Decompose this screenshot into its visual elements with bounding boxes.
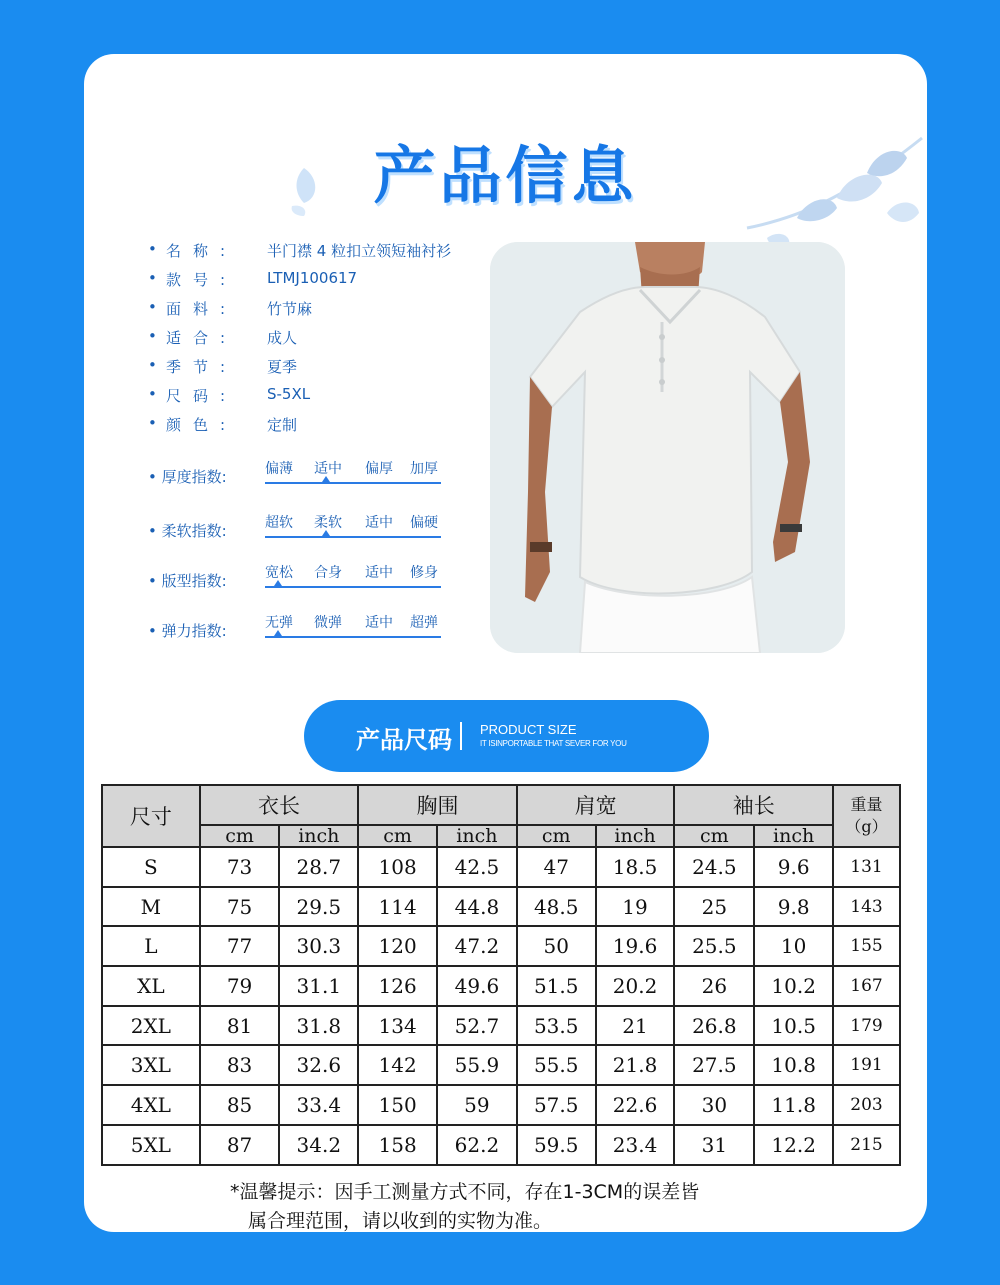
index-track	[265, 636, 441, 638]
index-label: 弹力指数:	[161, 622, 227, 640]
measure-cell: 30	[674, 1085, 754, 1125]
elasticity-index	[148, 612, 448, 652]
measure-cell: 10	[754, 926, 833, 966]
size-table	[101, 784, 901, 1166]
measure-cell: 150	[358, 1085, 437, 1125]
weight-cell: 203	[833, 1085, 900, 1125]
spec-value: 成人	[267, 329, 298, 347]
shoulder-header: 肩宽	[517, 785, 675, 825]
spec-label: 名称:	[166, 242, 238, 260]
measure-cell: 28.7	[279, 847, 358, 887]
measure-cell: 9.6	[754, 847, 833, 887]
weight-cell: 155	[833, 926, 900, 966]
measure-cell: 32.6	[279, 1045, 358, 1085]
measure-cell: 10.5	[754, 1006, 833, 1046]
table-row	[102, 1006, 900, 1046]
spec-value: LTMJ100617	[267, 269, 358, 287]
index-marker-icon	[274, 630, 282, 636]
size-section-title: 产品尺码	[356, 726, 452, 754]
measure-cell: 57.5	[517, 1085, 596, 1125]
weight-cell: 179	[833, 1006, 900, 1046]
measure-cell: 120	[358, 926, 437, 966]
index-track	[265, 482, 441, 484]
measure-cell: 50	[517, 926, 596, 966]
spec-value: 竹节麻	[267, 300, 313, 318]
measure-cell: 83	[200, 1045, 280, 1085]
spec-value: S-5XL	[267, 385, 311, 403]
measure-cell: 55.5	[517, 1045, 596, 1085]
measure-cell: 59	[437, 1085, 517, 1125]
spec-label: 颜色:	[166, 416, 238, 434]
spec-row-name: • 名称: 半门襟 4 粒扣立领短袖衬衫	[148, 240, 452, 260]
unit-inch: inch	[754, 825, 833, 847]
measure-cell: 10.8	[754, 1045, 833, 1085]
size-cell: M	[102, 887, 200, 927]
weight-header	[833, 785, 900, 847]
table-row	[102, 966, 900, 1006]
index-option: 偏硬	[410, 515, 438, 531]
size-cell: S	[102, 847, 200, 887]
spec-row-fit-for: • 适合: 成人	[148, 327, 298, 347]
note-line-1: *温馨提示：因手工测量方式不同，存在1-3CM的误差皆	[230, 1181, 700, 1203]
unit-cm: cm	[358, 825, 437, 847]
weight-label: 重量	[850, 795, 883, 814]
index-option: 超弹	[410, 615, 438, 631]
index-option: 适中	[365, 565, 393, 581]
weight-cell: 143	[833, 887, 900, 927]
spec-row-color: • 颜色: 定制	[148, 414, 298, 434]
measure-cell: 53.5	[517, 1006, 596, 1046]
index-option: 适中	[314, 461, 342, 477]
spec-value: 定制	[267, 416, 298, 434]
measure-cell: 27.5	[674, 1045, 754, 1085]
measure-cell: 47	[517, 847, 596, 887]
weight-cell: 167	[833, 966, 900, 1006]
measure-cell: 19	[596, 887, 675, 927]
table-row	[102, 926, 900, 966]
measure-cell: 85	[200, 1085, 280, 1125]
measure-cell: 12.2	[754, 1125, 833, 1165]
index-marker-icon	[274, 580, 282, 586]
index-option: 超软	[265, 515, 293, 531]
page-title: 产品信息	[373, 139, 638, 212]
measure-cell: 51.5	[517, 966, 596, 1006]
measure-cell: 25.5	[674, 926, 754, 966]
measure-cell: 11.8	[754, 1085, 833, 1125]
measure-cell: 31.1	[279, 966, 358, 1006]
measure-cell: 10.2	[754, 966, 833, 1006]
measure-cell: 52.7	[437, 1006, 517, 1046]
measure-cell: 108	[358, 847, 437, 887]
spec-list	[148, 240, 508, 443]
size-cell: 2XL	[102, 1006, 200, 1046]
sleeve-header: 袖长	[674, 785, 833, 825]
spec-label: 季节:	[166, 358, 238, 376]
unit-cm: cm	[200, 825, 280, 847]
table-row	[102, 847, 900, 887]
index-option: 偏厚	[365, 461, 393, 477]
index-name: • 弹力指数:	[148, 622, 227, 640]
size-table-body	[102, 847, 900, 1165]
measurement-note	[230, 1178, 699, 1232]
unit-cm: cm	[674, 825, 754, 847]
size-section-en-subtitle: IT ISINPORTABLE THAT SEVER FOR YOU	[480, 739, 627, 748]
measure-cell: 26.8	[674, 1006, 754, 1046]
unit-cm: cm	[517, 825, 596, 847]
index-label: 版型指数:	[161, 572, 227, 590]
index-option: 适中	[365, 615, 393, 631]
index-label: 柔软指数:	[161, 522, 227, 540]
measure-cell: 87	[200, 1125, 280, 1165]
size-section-banner	[304, 700, 709, 772]
measure-cell: 79	[200, 966, 280, 1006]
measure-cell: 73	[200, 847, 280, 887]
weight-unit: （g）	[845, 817, 888, 836]
index-track	[265, 536, 441, 538]
weight-cell: 131	[833, 847, 900, 887]
measure-cell: 23.4	[596, 1125, 675, 1165]
unit-inch: inch	[279, 825, 358, 847]
measure-cell: 126	[358, 966, 437, 1006]
spec-value: 半门襟 4 粒扣立领短袖衬衫	[267, 242, 452, 260]
measure-cell: 31.8	[279, 1006, 358, 1046]
measure-cell: 134	[358, 1006, 437, 1046]
softness-index	[148, 512, 448, 552]
measure-cell: 26	[674, 966, 754, 1006]
index-option: 宽松	[265, 565, 293, 581]
measure-cell: 75	[200, 887, 280, 927]
measure-cell: 22.6	[596, 1085, 675, 1125]
unit-inch: inch	[437, 825, 517, 847]
weight-cell: 215	[833, 1125, 900, 1165]
note-line-2: 属合理范围，请以收到的实物为准。	[248, 1210, 553, 1232]
index-option: 加厚	[410, 461, 438, 477]
spec-label: 面料:	[166, 300, 238, 318]
spec-label: 款号:	[166, 271, 238, 289]
size-cell: L	[102, 926, 200, 966]
index-name: • 柔软指数:	[148, 522, 227, 540]
size-cell: XL	[102, 966, 200, 1006]
index-marker-icon	[322, 530, 330, 536]
measure-cell: 62.2	[437, 1125, 517, 1165]
measure-cell: 34.2	[279, 1125, 358, 1165]
length-header: 衣长	[200, 785, 359, 825]
spec-row-size: • 尺码: S-5XL	[148, 385, 311, 405]
measure-cell: 30.3	[279, 926, 358, 966]
product-photo	[490, 242, 845, 653]
measure-cell: 25	[674, 887, 754, 927]
measure-cell: 44.8	[437, 887, 517, 927]
spec-row-fabric: • 面料: 竹节麻	[148, 298, 313, 318]
measure-cell: 77	[200, 926, 280, 966]
table-row	[102, 887, 900, 927]
measure-cell: 49.6	[437, 966, 517, 1006]
unit-inch: inch	[596, 825, 675, 847]
spec-row-style-no: • 款号: LTMJ100617	[148, 269, 358, 289]
chest-header: 胸围	[358, 785, 517, 825]
index-marker-icon	[322, 476, 330, 482]
index-option: 适中	[365, 515, 393, 531]
measure-cell: 18.5	[596, 847, 675, 887]
measure-cell: 29.5	[279, 887, 358, 927]
measure-cell: 48.5	[517, 887, 596, 927]
size-cell: 4XL	[102, 1085, 200, 1125]
product-info-card	[84, 54, 927, 1232]
thickness-index	[148, 458, 448, 498]
measure-cell: 19.6	[596, 926, 675, 966]
size-cell: 5XL	[102, 1125, 200, 1165]
measure-cell: 20.2	[596, 966, 675, 1006]
measure-cell: 55.9	[437, 1045, 517, 1085]
size-cell: 3XL	[102, 1045, 200, 1085]
measure-cell: 9.8	[754, 887, 833, 927]
measure-cell: 42.5	[437, 847, 517, 887]
index-option: 柔软	[314, 515, 342, 531]
index-option: 合身	[314, 565, 342, 581]
spec-row-season: • 季节: 夏季	[148, 356, 298, 376]
index-option: 无弹	[265, 615, 293, 631]
measure-cell: 114	[358, 887, 437, 927]
index-option: 偏薄	[265, 461, 293, 477]
index-track	[265, 586, 441, 588]
measure-cell: 158	[358, 1125, 437, 1165]
measure-cell: 21	[596, 1006, 675, 1046]
index-label: 厚度指数:	[161, 468, 227, 486]
measure-cell: 142	[358, 1045, 437, 1085]
banner-divider	[460, 722, 462, 750]
spec-value: 夏季	[267, 358, 298, 376]
table-row	[102, 1085, 900, 1125]
shirt-model-illustration	[490, 242, 845, 653]
measure-cell: 31	[674, 1125, 754, 1165]
index-option: 微弹	[314, 615, 342, 631]
measure-cell: 33.4	[279, 1085, 358, 1125]
measure-cell: 47.2	[437, 926, 517, 966]
measure-cell: 81	[200, 1006, 280, 1046]
weight-cell: 191	[833, 1045, 900, 1085]
index-option: 修身	[410, 565, 438, 581]
spec-label: 尺码:	[166, 387, 238, 405]
size-column-header: 尺寸	[102, 785, 200, 847]
measure-cell: 21.8	[596, 1045, 675, 1085]
fit-index	[148, 562, 448, 602]
table-row	[102, 1125, 900, 1165]
index-name: • 厚度指数:	[148, 468, 227, 486]
measure-cell: 59.5	[517, 1125, 596, 1165]
index-name: • 版型指数:	[148, 572, 227, 590]
table-row	[102, 1045, 900, 1085]
size-section-en-title: PRODUCT SIZE	[480, 722, 577, 737]
measure-cell: 24.5	[674, 847, 754, 887]
spec-label: 适合:	[166, 329, 238, 347]
